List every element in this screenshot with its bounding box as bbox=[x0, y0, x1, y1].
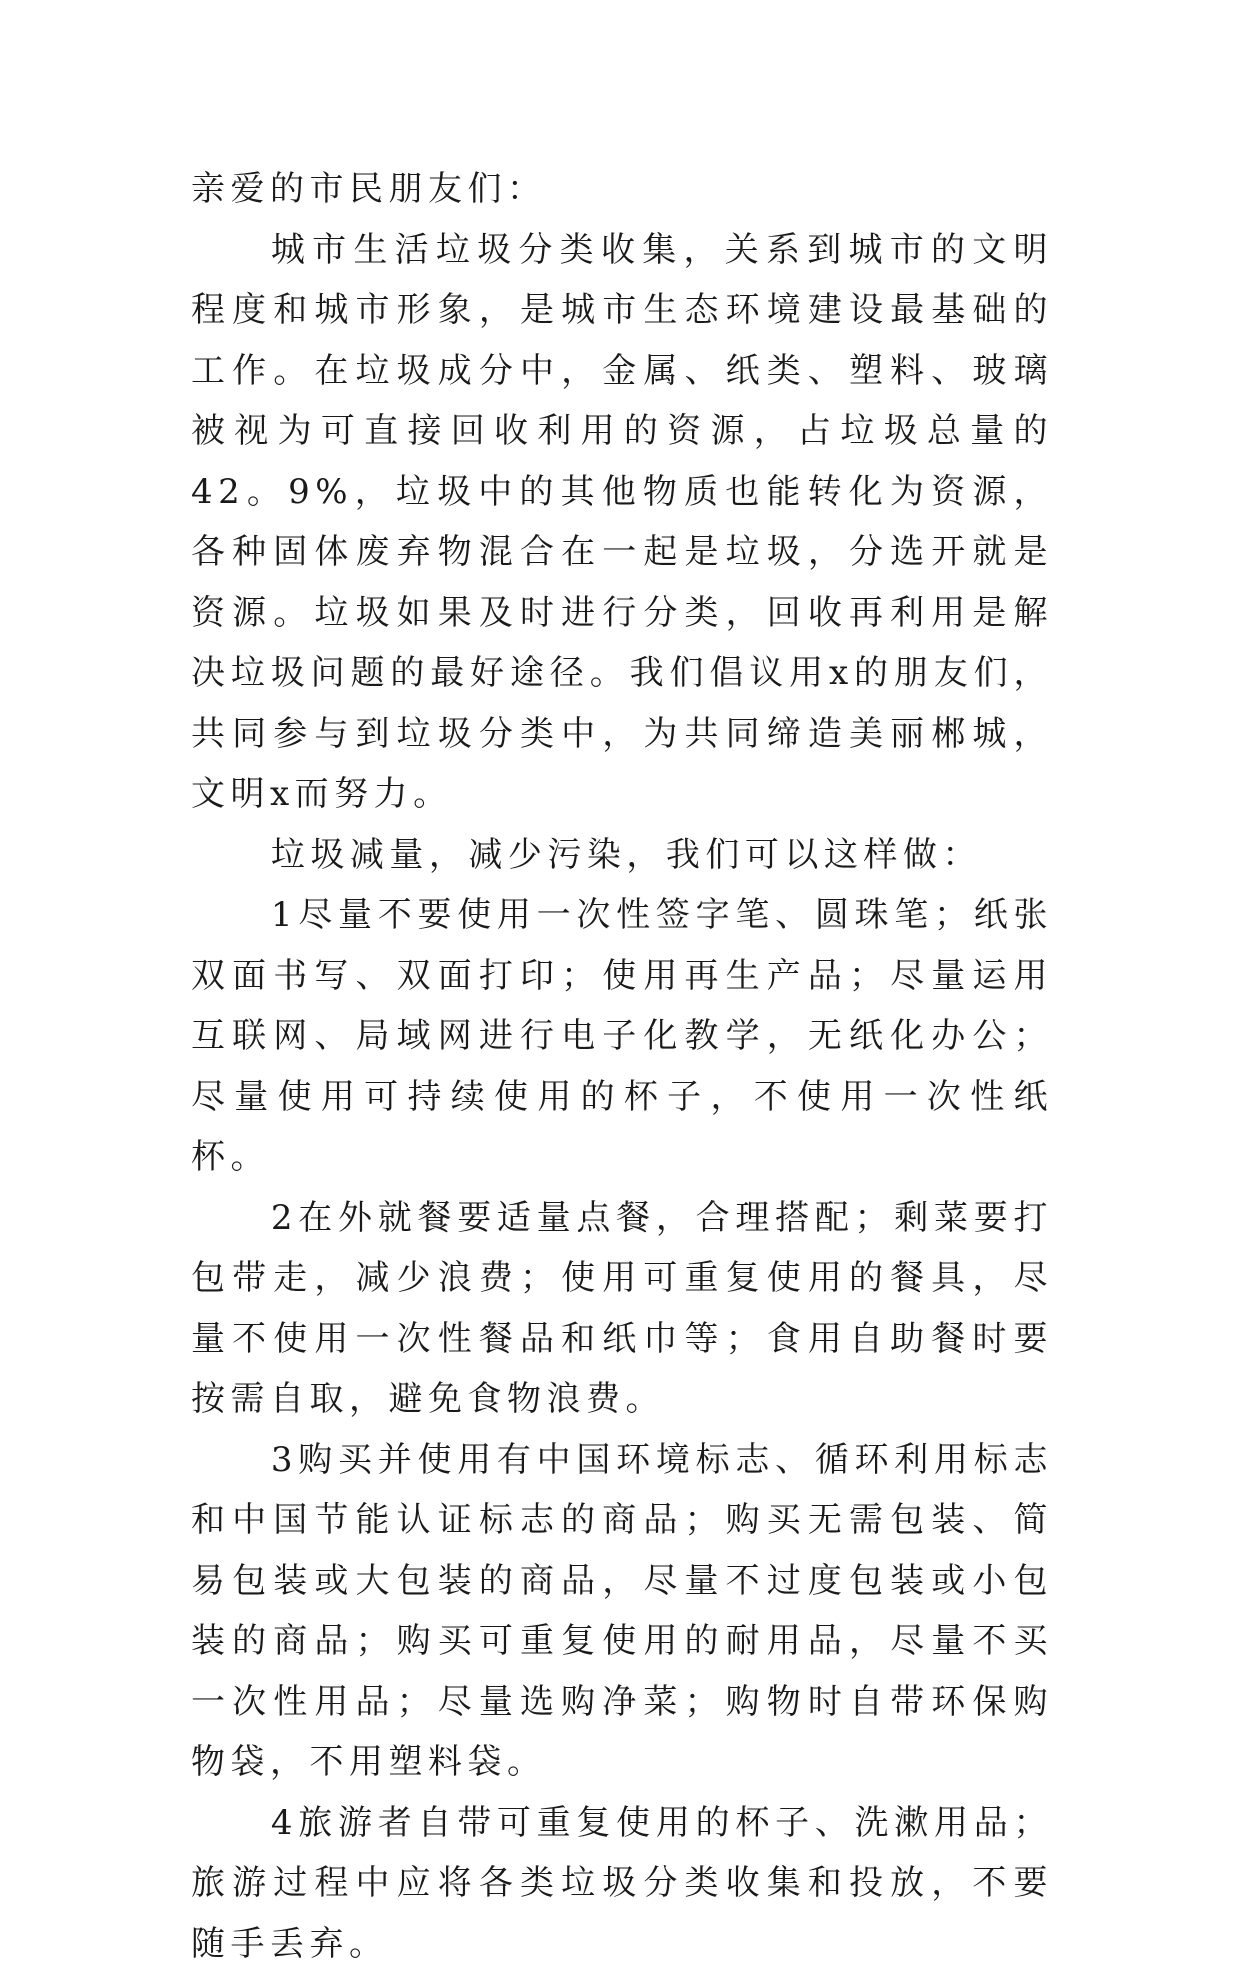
paragraph-item-3: 3购买并使用有中国环境标志、循环利用标志和中国节能认证标志的商品；购买无需包装、简易包装或大包装的商品，尽量不过度包装或小包装的商品；购买可重复使用的耐用品，尽量不买一次性用品；尽量选购净菜；购物时自带环保购物袋，不用塑料袋。 bbox=[191, 1430, 1053, 1793]
salutation: 亲爱的市民朋友们： bbox=[191, 159, 1053, 220]
paragraph-item-1: 1尽量不要使用一次性签字笔、圆珠笔；纸张双面书写、双面打印；使用再生产品；尽量运用互联网、局域网进行电子化教学，无纸化办公；尽量使用可持续使用的杯子，不使用一次性纸杯。 bbox=[191, 885, 1053, 1188]
document-body bbox=[191, 159, 1053, 1974]
paragraph-item-4: 4旅游者自带可重复使用的杯子、洗漱用品；旅游过程中应将各类垃圾分类收集和投放，不要随手丢弃。 bbox=[191, 1793, 1053, 1974]
paragraph-item-2: 2在外就餐要适量点餐，合理搭配；剩菜要打包带走，减少浪费；使用可重复使用的餐具，尽量不使用一次性餐品和纸巾等；食用自助餐时要按需自取，避免食物浪费。 bbox=[191, 1188, 1053, 1430]
paragraph-intro: 城市生活垃圾分类收集，关系到城市的文明程度和城市形象，是城市生态环境建设最基础的工作。在垃圾成分中，金属、纸类、塑料、玻璃被视为可直接回收利用的资源，占垃圾总量的42。9%，垃圾中的其他物质也能转化为资源，各种固体废弃物混合在一起是垃圾，分选开就是资源。垃圾如果及时进行分类，回收再利用是解决垃圾问题的最好途径。我们倡议用x的朋友们，共同参与到垃圾分类中，为共同缔造美丽郴城，文明x而努力。 bbox=[191, 220, 1053, 825]
paragraph-lead-in: 垃圾减量，减少污染，我们可以这样做： bbox=[191, 825, 1053, 886]
